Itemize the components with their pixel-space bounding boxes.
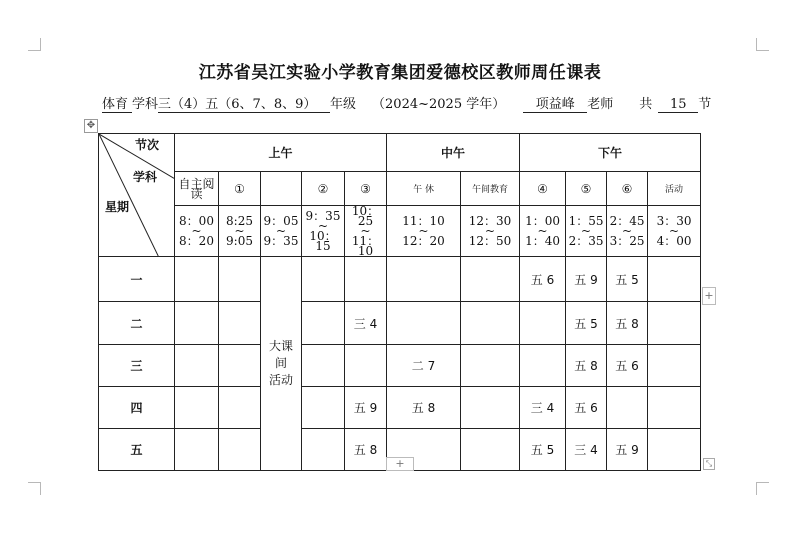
time-separator: ~ — [418, 224, 429, 238]
schedule-cell[interactable] — [345, 345, 387, 387]
period-time-cell — [175, 206, 219, 257]
period-label: 午 休 — [387, 172, 461, 206]
schedule-cell[interactable] — [345, 257, 387, 302]
schedule-table — [98, 133, 701, 471]
period-time-cell — [607, 206, 648, 257]
page-corner-mark — [756, 482, 769, 495]
table-move-handle-icon[interactable]: ✥ — [84, 119, 98, 133]
subject-label: 学科 — [132, 97, 159, 112]
time-start: 3：30 — [656, 214, 692, 228]
time-separator: ~ — [275, 224, 287, 238]
afternoon-header: 下午 — [520, 134, 701, 172]
schedule-cell[interactable] — [648, 387, 701, 429]
time-separator: ~ — [234, 224, 245, 238]
classes-value: 三（4）五（6、7、8、9） — [158, 93, 330, 113]
schedule-cell[interactable] — [461, 302, 520, 345]
schedule-cell[interactable]: 五 8 — [607, 302, 648, 345]
schedule-cell[interactable] — [175, 302, 219, 345]
schedule-cell[interactable]: 五 6 — [607, 345, 648, 387]
time-end: 8：20 — [179, 234, 214, 248]
total-count: 15 — [658, 97, 698, 113]
period-time-cell — [387, 206, 461, 257]
time-start: 9：05 — [263, 214, 299, 228]
time-start: 8：00 — [179, 214, 214, 228]
time-start: 9：35 — [305, 209, 341, 223]
morning-header: 上午 — [175, 134, 387, 172]
schedule-cell[interactable]: 五 9 — [566, 257, 607, 302]
schedule-cell[interactable] — [302, 302, 345, 345]
total-prefix: 共 — [639, 97, 653, 112]
page-corner-mark — [28, 482, 41, 495]
schedule-cell[interactable] — [219, 345, 261, 387]
period-time-cell — [648, 206, 701, 257]
time-end: 4：00 — [656, 234, 692, 248]
schedule-cell[interactable]: 三 4 — [566, 429, 607, 471]
grade-label: 年级 — [330, 97, 357, 112]
break-activity-line: 活动 — [268, 373, 293, 387]
time-start: 10：25 — [351, 204, 380, 228]
schedule-cell[interactable]: 五 5 — [520, 429, 566, 471]
time-end: 12：20 — [402, 234, 445, 248]
time-separator: ~ — [669, 224, 680, 238]
time-separator: ~ — [537, 224, 548, 238]
schedule-cell[interactable] — [219, 302, 261, 345]
schedule-cell[interactable]: 五 8 — [345, 429, 387, 471]
schedule-cell[interactable] — [520, 345, 566, 387]
schedule-cell[interactable] — [648, 257, 701, 302]
time-end: 9:05 — [226, 234, 253, 248]
schedule-cell[interactable] — [302, 257, 345, 302]
schedule-cell[interactable] — [520, 302, 566, 345]
time-end: 11：10 — [351, 234, 380, 258]
time-separator: ~ — [484, 224, 496, 238]
time-start: 1：00 — [525, 214, 560, 228]
add-column-button[interactable]: + — [702, 287, 716, 305]
noon-header: 中午 — [387, 134, 520, 172]
total-suffix: 节 — [698, 97, 712, 112]
time-end: 12：50 — [468, 234, 512, 248]
schedule-cell[interactable]: 五 5 — [607, 257, 648, 302]
period-label: 午间教育 — [461, 172, 520, 206]
weekday-label: 五 — [99, 429, 175, 471]
schedule-cell[interactable] — [648, 429, 701, 471]
schedule-cell[interactable]: 五 8 — [387, 387, 461, 429]
schedule-cell[interactable] — [648, 345, 701, 387]
schedule-cell[interactable] — [175, 387, 219, 429]
period-label: ③ — [345, 172, 387, 206]
weekday-label: 三 — [99, 345, 175, 387]
time-start: 12：30 — [468, 214, 512, 228]
subject-value: 体育 — [102, 93, 132, 113]
period-label: 活动 — [648, 172, 701, 206]
weekday-row — [99, 302, 701, 345]
schedule-cell[interactable]: 五 6 — [566, 387, 607, 429]
time-start: 1：55 — [568, 214, 604, 228]
period-time-cell — [461, 206, 520, 257]
corner-weekday-label: 星期 — [105, 200, 130, 214]
period-time-cell — [261, 206, 302, 257]
time-separator: ~ — [191, 224, 202, 238]
time-start: 8:25 — [226, 214, 253, 228]
teacher-name: 项益峰 — [523, 93, 587, 113]
schedule-cell[interactable]: 五 6 — [520, 257, 566, 302]
schedule-cell[interactable] — [461, 345, 520, 387]
schedule-cell[interactable] — [387, 302, 461, 345]
period-time-cell — [566, 206, 607, 257]
period-time-cell — [219, 206, 261, 257]
add-row-button[interactable]: + — [386, 457, 414, 471]
period-label: 自主阅读 — [175, 172, 219, 206]
schedule-cell[interactable]: 五 9 — [345, 387, 387, 429]
weekday-label: 一 — [99, 257, 175, 302]
weekday-row — [99, 387, 701, 429]
schedule-cell[interactable] — [302, 345, 345, 387]
schedule-cell[interactable] — [302, 387, 345, 429]
corner-period-label: 节次 — [135, 138, 160, 152]
schedule-cell[interactable] — [461, 387, 520, 429]
schedule-cell[interactable]: 三 4 — [345, 302, 387, 345]
corner-subject-label: 学科 — [133, 170, 158, 184]
schedule-cell[interactable] — [175, 257, 219, 302]
time-separator: ~ — [360, 224, 371, 238]
schedule-cell[interactable]: 五 5 — [566, 302, 607, 345]
time-end: 10：15 — [309, 229, 337, 253]
time-start: 2：45 — [609, 214, 645, 228]
time-end: 2：35 — [568, 234, 604, 248]
period-label — [261, 172, 302, 206]
time-end: 3：25 — [609, 234, 645, 248]
schedule-cell[interactable] — [175, 345, 219, 387]
school-year: （2024~2025 学年） — [372, 97, 506, 112]
time-separator: ~ — [317, 219, 329, 233]
schedule-cell[interactable] — [607, 387, 648, 429]
weekday-label: 四 — [99, 387, 175, 429]
schedule-cell[interactable] — [219, 257, 261, 302]
schedule-cell[interactable] — [461, 429, 520, 471]
schedule-cell[interactable]: 五 9 — [607, 429, 648, 471]
schedule-cell[interactable] — [219, 387, 261, 429]
schedule-cell[interactable] — [302, 429, 345, 471]
time-separator: ~ — [581, 224, 592, 238]
weekday-row — [99, 257, 701, 302]
schedule-cell[interactable] — [461, 257, 520, 302]
time-separator: ~ — [622, 224, 633, 238]
period-time-cell — [345, 206, 387, 257]
schedule-cell[interactable] — [387, 257, 461, 302]
teacher-info-line — [102, 93, 711, 113]
period-label: ② — [302, 172, 345, 206]
period-label: ⑤ — [566, 172, 607, 206]
schedule-cell[interactable] — [219, 429, 261, 471]
document-title: 江苏省吴江实验小学教育集团爱德校区教师周任课表 — [198, 63, 602, 83]
time-end: 1：40 — [525, 234, 560, 248]
break-activity-line: 大课 — [268, 339, 293, 353]
time-end: 9：35 — [263, 234, 299, 248]
period-label: ④ — [520, 172, 566, 206]
header-corner-cell — [99, 134, 175, 257]
time-start: 11：10 — [402, 214, 445, 228]
weekday-row — [99, 345, 701, 387]
schedule-cell[interactable]: 五 8 — [566, 345, 607, 387]
weekday-label: 二 — [99, 302, 175, 345]
period-time-cell — [520, 206, 566, 257]
teacher-label: 老师 — [587, 97, 614, 112]
schedule-cell[interactable]: 二 7 — [387, 345, 461, 387]
break-activity-cell — [261, 257, 302, 471]
page-corner-mark — [756, 38, 769, 51]
break-activity-line: 间 — [274, 356, 287, 370]
period-label: ⑥ — [607, 172, 648, 206]
period-time-cell — [302, 206, 345, 257]
schedule-cell[interactable] — [175, 429, 219, 471]
table-resize-handle-icon[interactable]: ⤡ — [703, 458, 715, 470]
schedule-cell[interactable] — [648, 302, 701, 345]
schedule-cell[interactable]: 三 4 — [520, 387, 566, 429]
period-label: ① — [219, 172, 261, 206]
page-corner-mark — [28, 38, 41, 51]
